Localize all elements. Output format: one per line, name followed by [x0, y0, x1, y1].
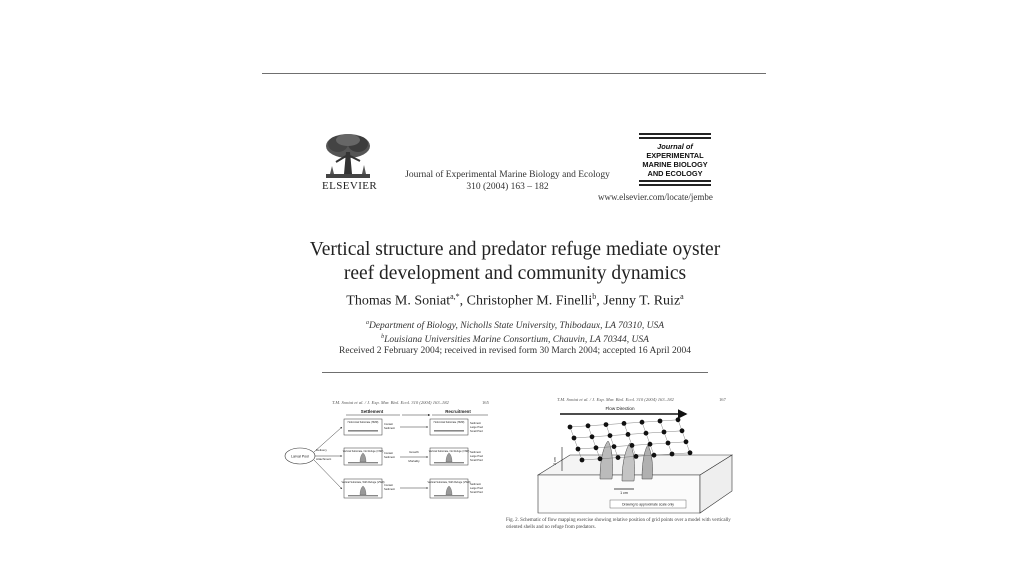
grid-line	[664, 431, 682, 432]
grid-line	[592, 436, 610, 437]
mortality-label: Mortality	[408, 459, 420, 463]
grid-point	[640, 420, 645, 425]
affiliation: Louisiana Universities Marine Consortium, Chauvin, LA 70344, USA	[384, 335, 649, 346]
grid-schematic	[530, 403, 740, 515]
row-left-note: Sediment	[384, 456, 395, 459]
journal-box-line: Journal of	[657, 142, 693, 151]
affiliation: Department of Biology, Nicholls State University, Thibodaux, LA 70310, USA	[368, 321, 665, 332]
col-recruitment: Recruitment	[445, 409, 471, 414]
grid-point	[594, 445, 599, 450]
figure-caption: Fig. 2. Schematic of flow mapping exercise showing relative position of grid points over a model with vertically oriented shells and no refuge from predators.	[506, 518, 731, 530]
grid-line	[606, 423, 624, 424]
row-left-note: Sediment	[384, 488, 395, 491]
journal-logo-box	[639, 133, 711, 187]
grid-line	[660, 420, 678, 421]
title-line: Vertical structure and predator refuge mediate oyster	[309, 239, 721, 260]
figure-right-schematic	[530, 403, 740, 515]
author-name: Christopher M. Finelli	[466, 293, 593, 309]
figure-left-diagram	[284, 405, 504, 505]
author-name: Thomas M. Soniat	[346, 293, 451, 309]
grid-point	[684, 439, 689, 444]
vertical-scale-label: 2 cm	[553, 457, 557, 465]
grid-point	[658, 419, 663, 424]
grid-line	[668, 442, 686, 443]
row-right-note: Large Pred	[470, 487, 483, 490]
grid-point	[666, 441, 671, 446]
elsevier-tree-logo	[322, 132, 374, 180]
grid-point	[586, 423, 591, 428]
grid-line	[624, 422, 642, 423]
row-left-note: Contact	[384, 452, 393, 455]
affiliations	[290, 318, 740, 346]
row-right-title: Vertical Substrate, With Refuge (VWR)	[427, 481, 471, 484]
author-list: Thomas M. Soniat$^{a,*}$, Christopher M. Finelli$^b$, Jenny T. Ruiz$^a$	[346, 292, 684, 309]
journal-name: Journal of Experimental Marine Biology and Ecology	[405, 170, 610, 180]
grid-line	[578, 448, 596, 449]
grid-point	[644, 431, 649, 436]
row-left-note: Contact	[384, 423, 393, 426]
received-dates: Received 2 February 2004; received in revised form 30 March 2004; accepted 16 April 2004	[339, 346, 691, 356]
grid-line	[642, 421, 660, 422]
grid-point	[598, 456, 603, 461]
journal-url[interactable]: www.elsevier.com/locate/jembe	[598, 192, 713, 202]
row-right-note: Large Pred	[470, 455, 483, 458]
fig-left-page-number: 165	[482, 400, 489, 405]
row-right-title: Vertical Substrate, No Refuge (VNR)	[428, 450, 470, 453]
grid-point	[688, 450, 693, 455]
grid-point	[580, 458, 585, 463]
attachment-label: Attachment	[316, 457, 332, 461]
grid-line	[588, 425, 606, 426]
grid-point	[576, 447, 581, 452]
grid-point	[670, 452, 675, 457]
grid-point	[662, 430, 667, 435]
grid-point	[630, 443, 635, 448]
grid-line	[672, 453, 690, 454]
grid-line	[570, 426, 588, 427]
journal-box-line: EXPERIMENTAL	[646, 151, 704, 160]
paper-title	[290, 238, 740, 286]
fig-right-running-head: T.M. Soniat et al. / J. Exp. Mar. Biol. Ecol. 310 (2004) 163–182	[557, 397, 674, 402]
affil-sup: a	[365, 320, 369, 326]
grid-line	[574, 437, 592, 438]
grid-point	[680, 428, 685, 433]
fig-right-page-number: 167	[719, 397, 726, 402]
tree-icon	[322, 132, 374, 180]
grid-line	[646, 432, 664, 433]
row-left-title: Vertical Substrate, No Refuge (VNR)	[342, 450, 384, 453]
author-name: Jenny T. Ruiz	[603, 293, 681, 309]
row-left-note: Contact	[384, 484, 393, 487]
grid-line	[632, 444, 650, 445]
growth-label: Growth	[409, 450, 419, 454]
grid-point	[626, 432, 631, 437]
grid-point	[612, 444, 617, 449]
grid-point	[622, 421, 627, 426]
publisher-name: ELSEVIER	[322, 180, 378, 192]
grid-line	[610, 434, 628, 435]
row-right-note: Sediment	[470, 451, 481, 454]
author-sup: a,*	[450, 292, 460, 301]
grid-point	[590, 434, 595, 439]
row-right-note: Small Pred	[470, 459, 483, 462]
grid-line	[628, 433, 646, 434]
row-left-title: Vertical Substrate, With Refuge (VWR)	[341, 481, 385, 484]
larval-pool-label: Larval Pool	[291, 454, 309, 459]
author-sup: b	[592, 292, 597, 301]
grid-point	[604, 422, 609, 427]
grid-line	[650, 443, 668, 444]
flow-direction-label: Flow Direction	[605, 406, 635, 411]
horizontal-scale-label: 1 cm	[620, 491, 628, 495]
grid-point	[608, 433, 613, 438]
flow-diagram	[284, 405, 504, 505]
row-right-note: Large Pred	[470, 426, 483, 429]
journal-box-line: AND ECOLOGY	[647, 169, 703, 178]
journal-box-line: MARINE BIOLOGY	[642, 160, 708, 169]
row-right-note: Sediment	[470, 422, 481, 425]
section-rule	[322, 372, 708, 373]
author-sup: a	[680, 292, 684, 301]
grid-point	[616, 455, 621, 460]
journal-volume: 310 (2004) 163 – 182	[466, 182, 549, 192]
row-right-note: Small Pred	[470, 430, 483, 433]
row-left-title: Horizontal Substrate (HMR)	[347, 421, 379, 424]
grid-point	[634, 454, 639, 459]
grid-point	[676, 417, 681, 422]
grid-point	[568, 425, 573, 430]
grid-point	[572, 436, 577, 441]
affil-sup: b	[381, 334, 385, 341]
col-settlement: Settlement	[360, 409, 384, 414]
title-line: reef development and community dynamics	[343, 263, 687, 284]
row-right-note: Small Pred	[470, 491, 483, 494]
top-rule	[262, 73, 766, 74]
grid-point	[648, 442, 653, 447]
fig-left-running-head: T.M. Soniat et al. / J. Exp. Mar. Biol. Ecol. 310 (2004) 163–182	[332, 400, 449, 405]
row-right-note: Sediment	[470, 483, 481, 486]
scale-note: Drawing to approximate scale only	[622, 502, 674, 507]
row-left-note: Sediment	[384, 427, 395, 430]
journal-header	[405, 169, 610, 193]
grid-point	[652, 453, 657, 458]
row-right-title: Horizontal Substrate (HMR)	[433, 421, 465, 424]
delivery-label: Delivery	[316, 448, 327, 452]
